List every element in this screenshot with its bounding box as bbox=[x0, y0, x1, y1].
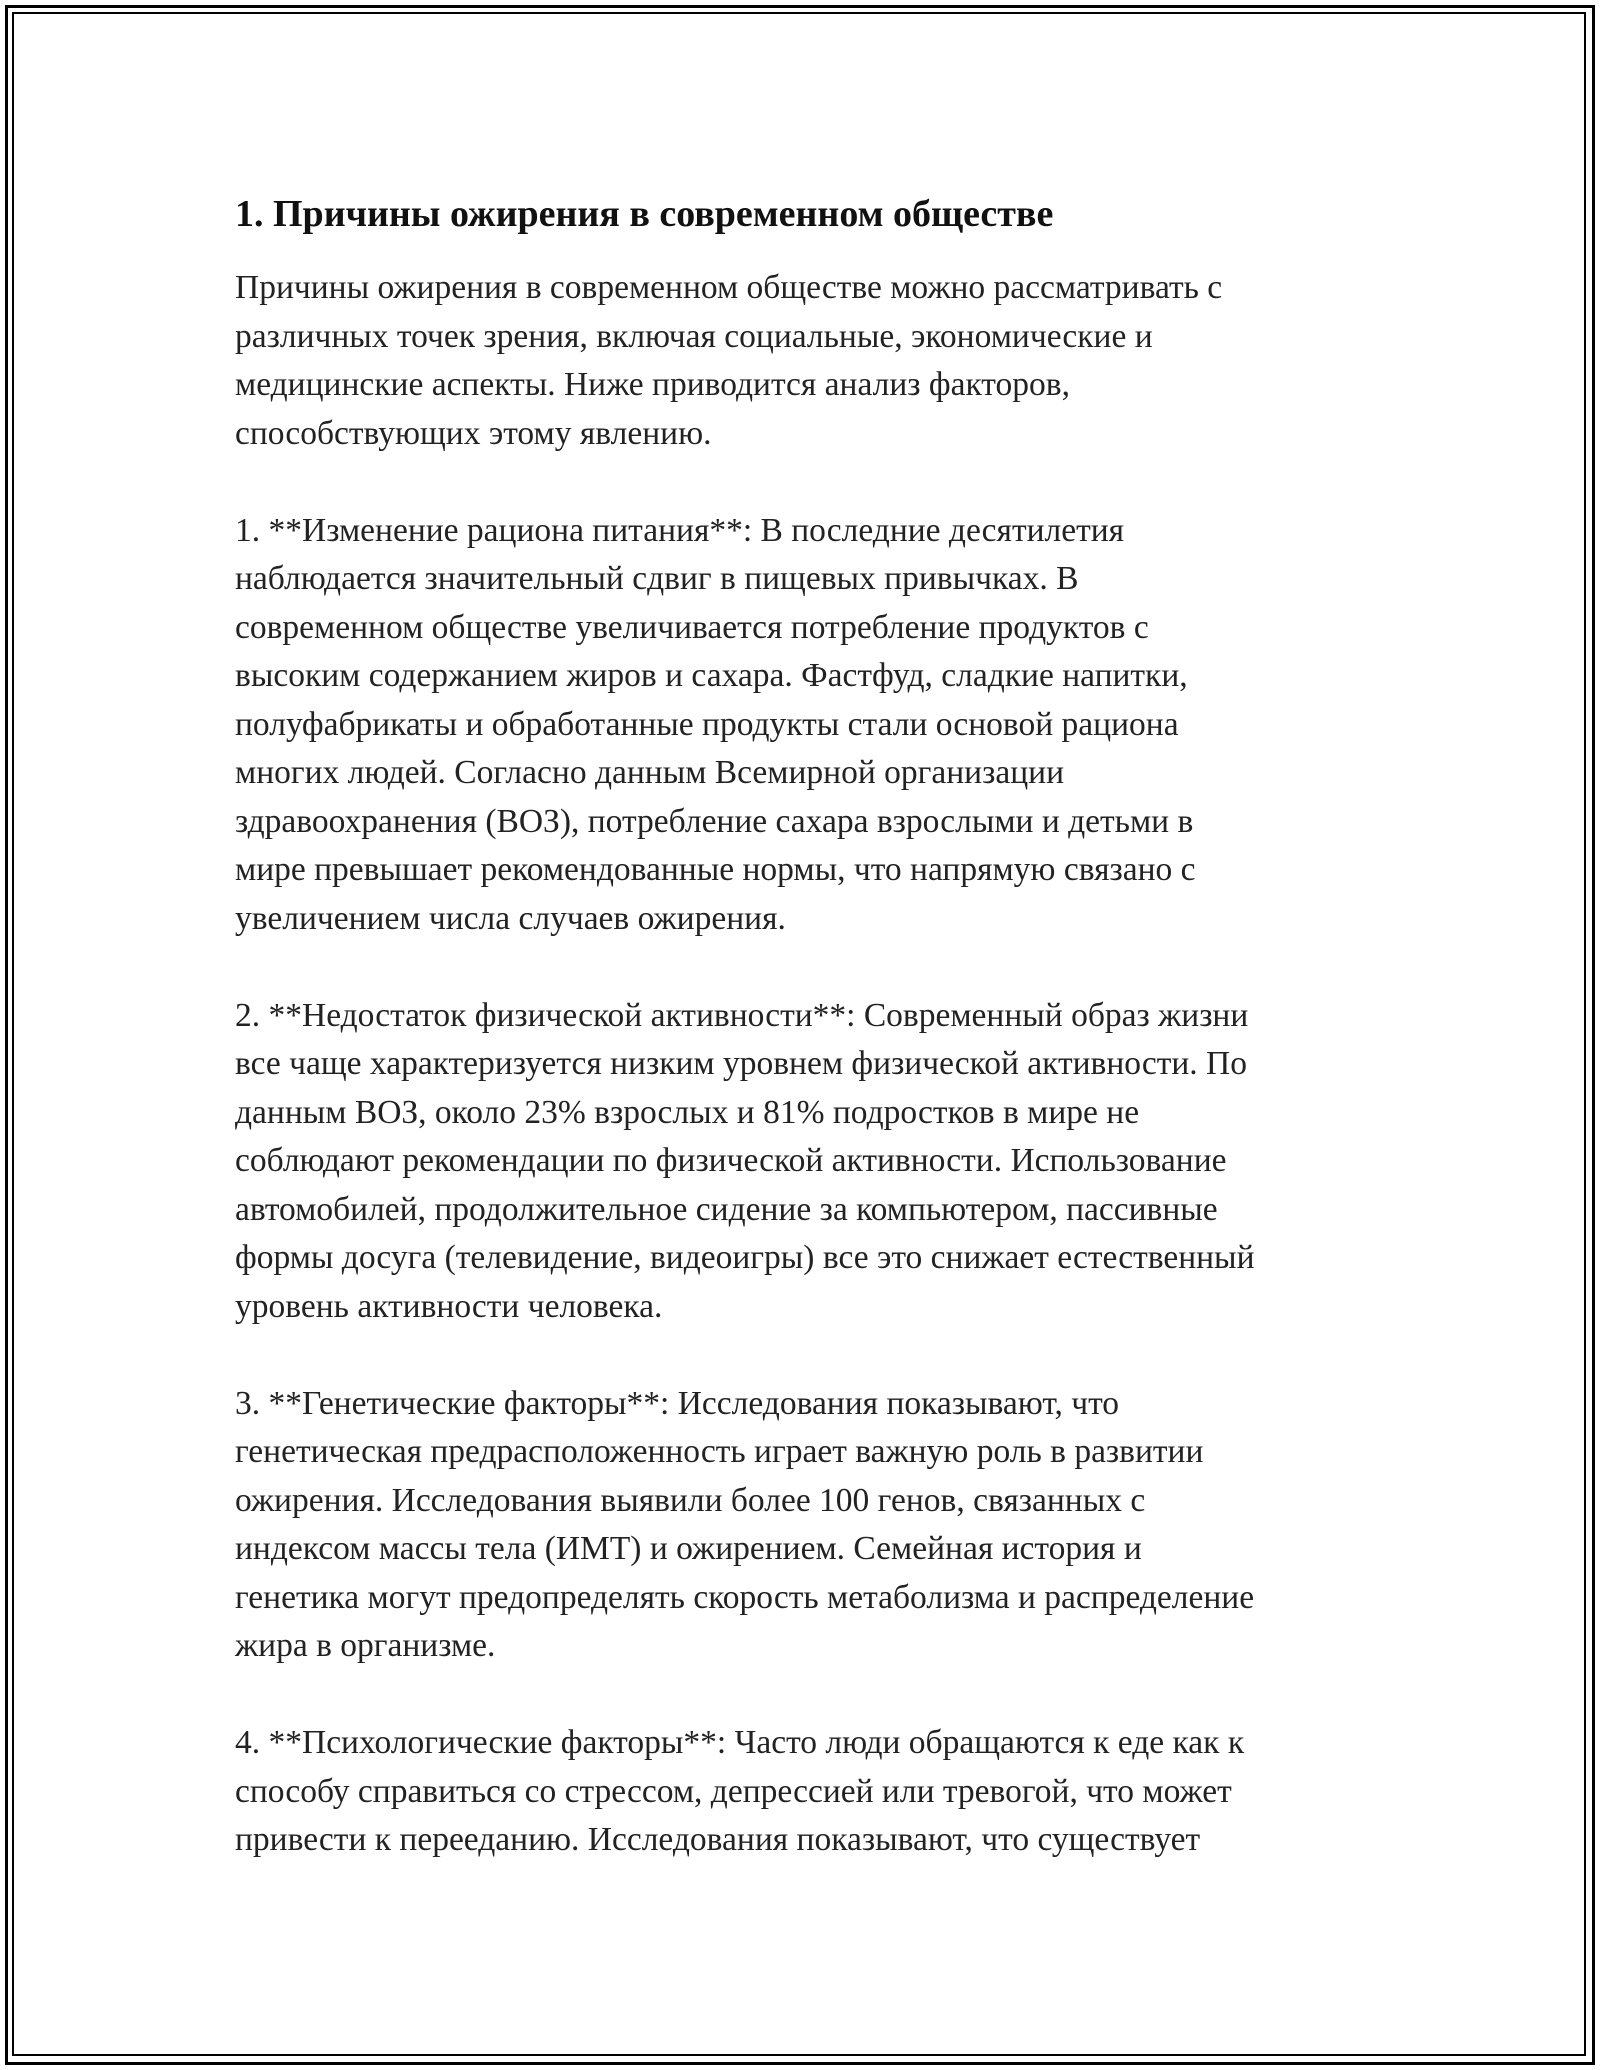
paragraph-psychology: 4. **Психологические факторы**: Часто люди обращаются к еде как к способу справиться со стрессом, депрессией или тревогой, что может привести к перееданию. Исследования показывают, что существует bbox=[235, 1724, 1245, 1858]
section-heading: 1. Причины ожирения в современном обществе bbox=[235, 193, 1054, 235]
paragraph-physical-activity: 2. **Недостаток физической активности**: Современный образ жизни все чаще характеризуется низким уровнем физической активности. По данным ВОЗ, около 23% взрослых и 81% подростков в мире не соблюдают рекомендации по физической активности. Использование автомобилей, продолжительное сидение за компьютером, пассивные формы досуга (телевидение, видеоигры) все это снижает естественный уровень активности человека. bbox=[235, 996, 1255, 1325]
paragraph-diet: 1. **Изменение рациона питания**: В последние десятилетия наблюдается значительный сдвиг в пищевых привычках. В современном обществе увеличивается потребление продуктов с высоким содержанием жиров и сахара. Фастфуд, сладкие напитки, полуфабрикаты и обработанные продукты стали основой рациона многих людей. Согласно данным Всемирной организации здравоохранения (ВОЗ), потребление сахара взрослыми и детьми в мире превышает рекомендованные нормы, что напрямую связано с увеличением числа случаев ожирения. bbox=[235, 511, 1196, 937]
intro-paragraph: Причины ожирения в современном обществе можно рассматривать с различных точек зрения, включая социальные, экономические и медицинские аспекты. Ниже приводится анализ факторов, способствующих этому явлению. bbox=[235, 269, 1223, 452]
document-body bbox=[235, 186, 1365, 1865]
paragraph-genetics: 3. **Генетические факторы**: Исследования показывают, что генетическая предрасположенность играет важную роль в развитии ожирения. Исследования выявили более 100 генов, связанных с индексом массы тела (ИМТ) и ожирением. Семейная история и генетика могут предопределять скорость метаболизма и распределение жира в организме. bbox=[235, 1384, 1255, 1664]
